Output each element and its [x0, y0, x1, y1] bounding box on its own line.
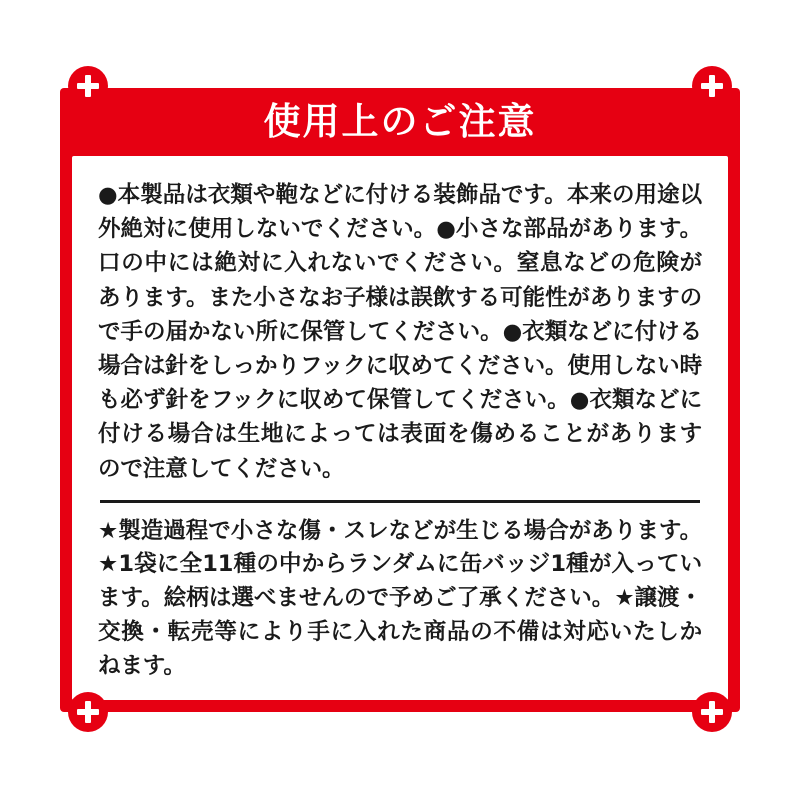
- section-divider: [100, 500, 700, 503]
- page-title: 使用上のご注意: [263, 100, 537, 143]
- screw-icon-bottom-right: [692, 692, 732, 732]
- warning-paragraph-primary: ●本製品は衣類や鞄などに付ける装飾品です。本来の用途以外絶対に使用しないでください。●小さな部品があります。口の中には絶対に入れないでください。窒息などの危険があります。また小さなお子様は誤飲する可能性がありますので手の届かない所に保管してください。●衣類などに付ける場合は針をしっかりフックに収めてください。使用しない時も必ず針をフックに収めて保管してください。●衣類などに付ける場合は生地によっては表面を傷めることがありますので注意してください。: [98, 182, 702, 482]
- screw-icon-top-left: [68, 66, 108, 106]
- notice-panel: [60, 88, 740, 712]
- warning-paragraph-secondary: ★製造過程で小さな傷・スレなどが生じる場合があります。★1袋に全11種の中からランダムに缶バッジ1種が入っています。絵柄は選べませんので予めご了承ください。★譲渡・交換・転売等により手に入れた商品の不備は対応いたしかねます。: [98, 517, 702, 679]
- notice-body: [72, 156, 728, 700]
- screw-icon-bottom-left: [68, 692, 108, 732]
- screw-icon-top-right: [692, 66, 732, 106]
